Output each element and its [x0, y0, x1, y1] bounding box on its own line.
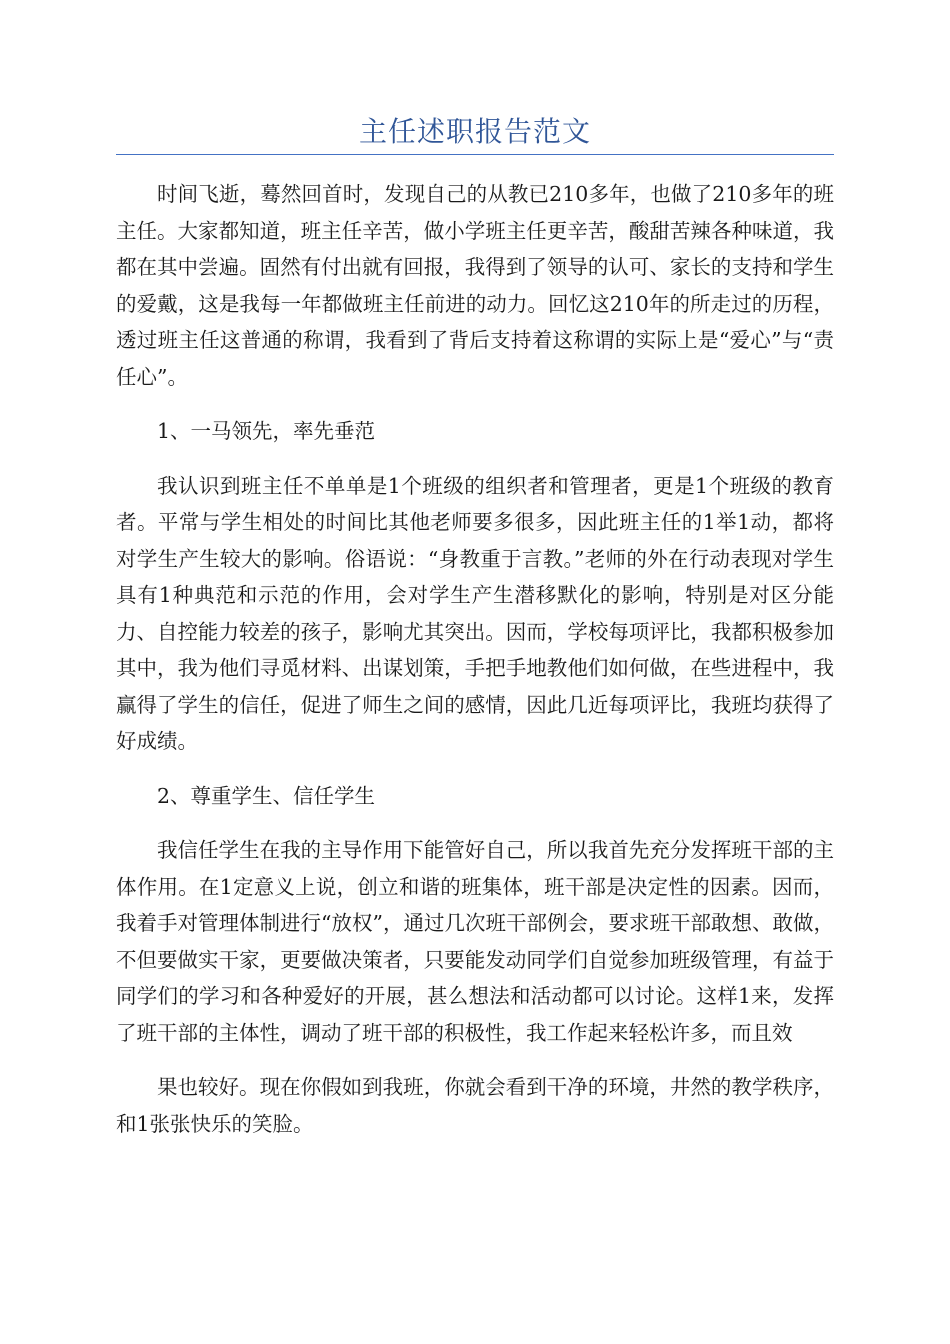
document-body — [116, 176, 834, 1160]
paragraph-section-2-continued: 果也较好。现在你假如到我班，你就会看到干净的环境，井然的教学秩序，和1张张快乐的笑脸。 — [116, 1075, 834, 1136]
section-heading-1: 1、一马领先，率先垂范 — [157, 419, 376, 443]
paragraph-section-1: 我认识到班主任不单单是1个班级的组织者和管理者，更是1个班级的教育者。平常与学生相处的时间比其他老师要多很多，因此班主任的1举1动，都将对学生产生较大的影响。俗语说：“身教重于言教。”老师的外在行动表现对学生具有1种典范和示范的作用，会对学生产生潜移默化的影响，特别是对区分能力、自控能力较差的孩子，影响尤其突出。因而，学校每项评比，我都积极参加其中，我为他们寻觅材料、出谋划策，手把手地教他们如何做，在些进程中，我赢得了学生的信任，促进了师生之间的感情，因此几近每项评比，我班均获得了好成绩。 — [116, 473, 834, 753]
document-title: 主任述职报告范文 — [358, 115, 591, 148]
section-heading-2: 2、尊重学生、信任学生 — [157, 783, 376, 808]
title-underline — [116, 154, 834, 155]
paragraph-intro: 时间飞逝，蓦然回首时，发现自己的从教已210多年，也做了210多年的班主任。大家都知道，班主任辛苦，做小学班主任更辛苦，酸甜苦辣各种味道，我都在其中尝遍。固然有付出就有回报，我得到了领导的认可、家长的支持和学生的爱戴，这是我每一年都做班主任前进的动力。回忆这210年的所走过的历程，透过班主任这普通的称谓，我看到了背后支持着这称谓的实际上是“爱心”与“责任心”。 — [116, 182, 834, 389]
paragraph-section-2: 我信任学生在我的主导作用下能管好自己，所以我首先充分发挥班干部的主体作用。在1定意义上说，创立和谐的班集体，班干部是决定性的因素。因而，我着手对管理体制进行“放权”，通过几次班干部例会，要求班干部敢想、敢做，不但要做实干家，更要做决策者，只要能发动同学们自觉参加班级管理，有益于同学们的学习和各种爱好的开展，甚么想法和活动都可以讨论。这样1来，发挥了班干部的主体性，调动了班干部的积极性，我工作起来轻松许多，而且效 — [116, 838, 834, 1045]
